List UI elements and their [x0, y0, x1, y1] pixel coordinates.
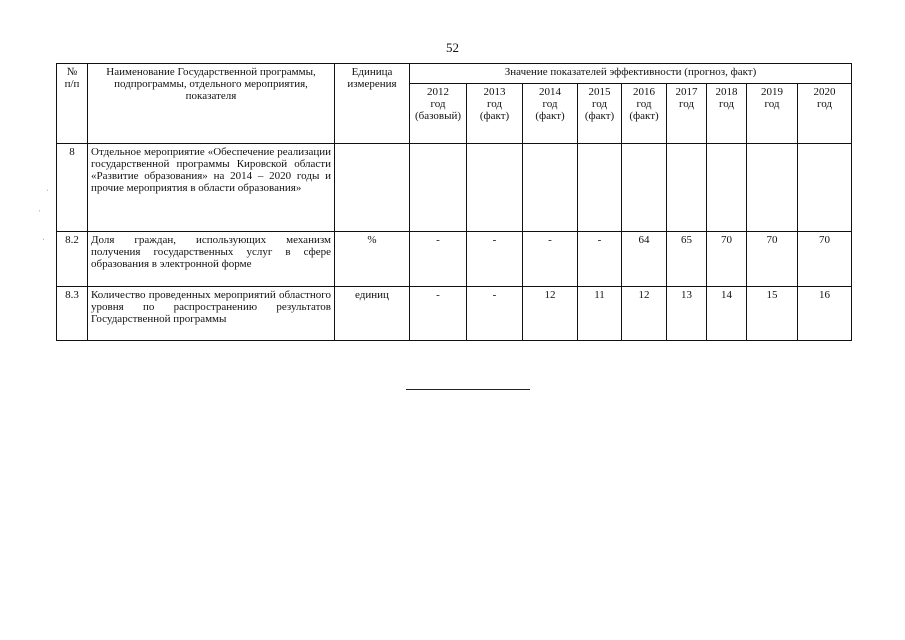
row-value-2012 [410, 144, 467, 232]
row-value-2020: 70 [798, 232, 852, 287]
header-year-2017: 2017 год [667, 84, 707, 144]
header-year-2012: 2012 год (базовый) [410, 84, 467, 144]
row-value-2017: 13 [667, 287, 707, 341]
row-value-2017 [667, 144, 707, 232]
row-name: Доля граждан, использующих механизм получения государственных услуг в сфере образования в электронной форме [88, 232, 335, 287]
row-value-2018: 70 [707, 232, 747, 287]
header-year-2018: 2018 год [707, 84, 747, 144]
row-value-2016: 64 [622, 232, 667, 287]
row-value-2012: - [410, 287, 467, 341]
row-value-2018 [707, 144, 747, 232]
row-value-2017: 65 [667, 232, 707, 287]
header-year-2019: 2019 год [747, 84, 798, 144]
table-row [57, 232, 852, 287]
bottom-separator-line [406, 389, 530, 390]
row-name: Отдельное мероприятие «Обеспечение реализации государственной программы Кировской области «Развитие образования» на 2014 – 2020 годы и прочие мероприятия в области образования» [88, 144, 335, 232]
row-value-2013 [467, 144, 523, 232]
row-num: 8.3 [57, 287, 88, 341]
row-value-2019: 70 [747, 232, 798, 287]
row-num: 8 [57, 144, 88, 232]
row-name: Количество проведенных мероприятий областного уровня по распространению результатов Государственной программы [88, 287, 335, 341]
scan-speck: ˌ [42, 231, 45, 240]
header-name: Наименование Государственной программы, подпрограммы, отдельного мероприятия, показателя [88, 64, 335, 144]
row-value-2014 [523, 144, 578, 232]
table-row [57, 287, 852, 341]
row-value-2016: 12 [622, 287, 667, 341]
header-row-top [57, 64, 852, 84]
row-value-2013: - [467, 232, 523, 287]
row-value-2015: 11 [578, 287, 622, 341]
header-values-group: Значение показателей эффективности (прогноз, факт) [410, 64, 852, 84]
row-value-2016 [622, 144, 667, 232]
scan-speck: ˌ [46, 182, 49, 191]
header-unit: Единица измерения [335, 64, 410, 144]
row-value-2014: 12 [523, 287, 578, 341]
row-value-2015: - [578, 232, 622, 287]
scan-speck: ˈ [38, 209, 41, 218]
row-value-2019 [747, 144, 798, 232]
row-value-2013: - [467, 287, 523, 341]
row-value-2015 [578, 144, 622, 232]
header-year-2013: 2013 год (факт) [467, 84, 523, 144]
row-value-2018: 14 [707, 287, 747, 341]
row-unit: % [335, 232, 410, 287]
header-year-2014: 2014 год (факт) [523, 84, 578, 144]
header-year-2020: 2020 год [798, 84, 852, 144]
row-value-2012: - [410, 232, 467, 287]
row-unit [335, 144, 410, 232]
row-value-2020: 16 [798, 287, 852, 341]
header-num: № п/п [57, 64, 88, 144]
row-value-2020 [798, 144, 852, 232]
row-value-2014: - [523, 232, 578, 287]
table-row [57, 144, 852, 232]
indicators-table [56, 63, 852, 341]
page-number: 52 [446, 40, 459, 55]
row-num: 8.2 [57, 232, 88, 287]
row-unit: единиц [335, 287, 410, 341]
header-year-2016: 2016 год (факт) [622, 84, 667, 144]
header-year-2015: 2015 год (факт) [578, 84, 622, 144]
row-value-2019: 15 [747, 287, 798, 341]
